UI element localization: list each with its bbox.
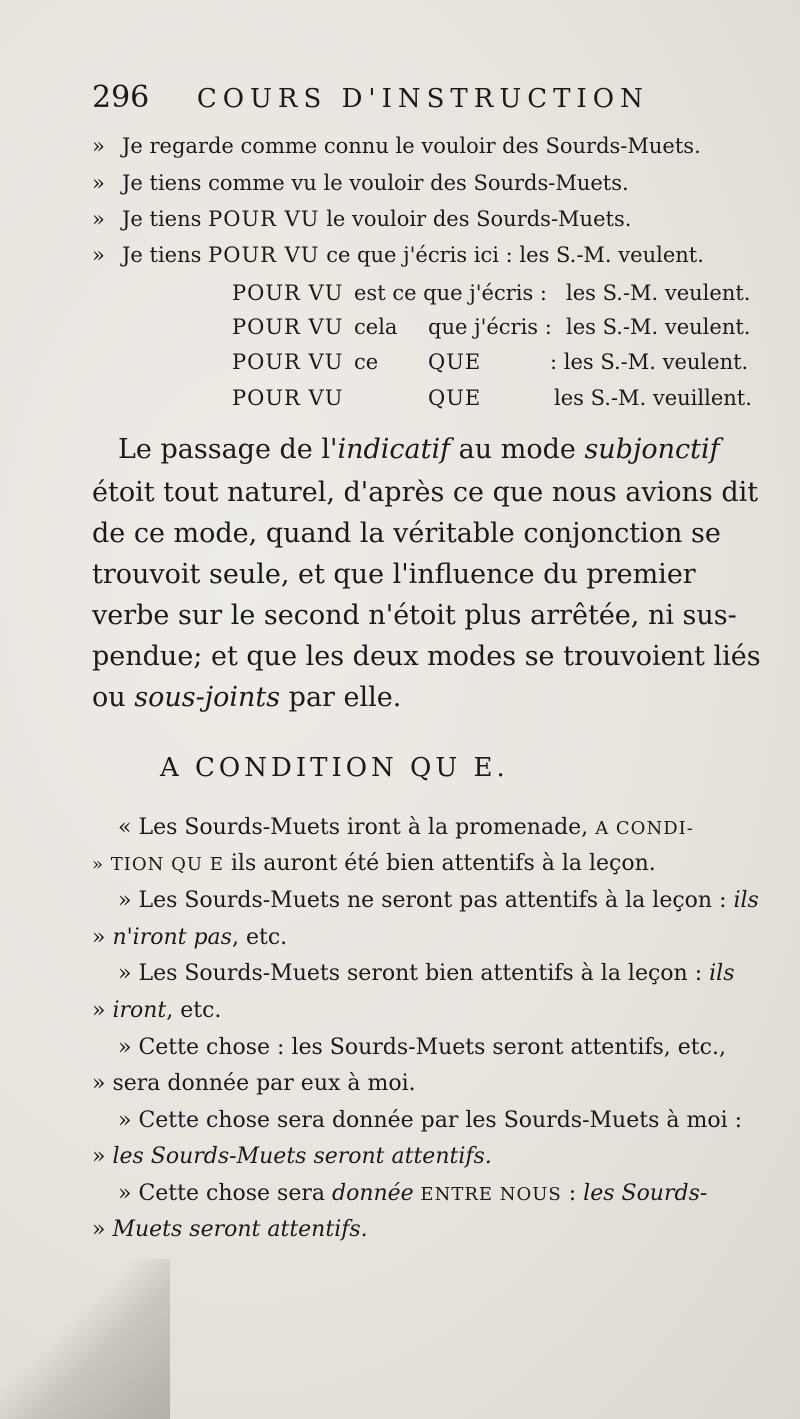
page-tear-shadow bbox=[0, 1259, 170, 1419]
table-row-1-col2: est ce que j'écris : bbox=[354, 281, 548, 305]
example-line-8: » sera donnée par eux à moi. bbox=[92, 1071, 416, 1096]
paragraph-line-6: pendue; et que les deux modes se trouvoient liés bbox=[92, 641, 761, 672]
example-line-2: » TION QU E ils auront été bien attentifs à la leçon. bbox=[92, 851, 656, 876]
table-row-1-col3: les S.-M. veulent. bbox=[566, 281, 751, 305]
table-row-2-col1: POUR VU bbox=[232, 315, 344, 339]
table-row-3-col1: POUR VU bbox=[232, 350, 344, 374]
quote-line-1: » Je regarde comme connu le vouloir des Sourds-Muets. bbox=[92, 134, 701, 158]
example-line-7: » Cette chose : les Sourds-Muets seront attentifs, etc., bbox=[118, 1035, 726, 1060]
quote-line-3: » Je tiens POUR VU le vouloir des Sourds-Muets. bbox=[92, 207, 632, 231]
example-line-1: « Les Sourds-Muets iront à la promenade, A CONDI- bbox=[118, 815, 694, 840]
table-row-3-col2: ce bbox=[354, 350, 379, 374]
example-line-4: » n'iront pas, etc. bbox=[92, 925, 288, 950]
paragraph-line-3: de ce mode, quand la véritable conjonction se bbox=[92, 518, 721, 549]
quote-line-2: » Je tiens comme vu le vouloir des Sourds-Muets. bbox=[92, 171, 629, 195]
table-row-2-col2b: que j'écris : bbox=[428, 315, 552, 339]
table-row-3-col2b: QUE bbox=[428, 350, 482, 374]
example-line-6: » iront, etc. bbox=[92, 998, 222, 1023]
table-row-2-col3: les S.-M. veulent. bbox=[566, 315, 751, 339]
section-heading: A CONDITION QU E. bbox=[160, 753, 509, 783]
paragraph-line-5: verbe sur le second n'étoit plus arrêtée, ni sus- bbox=[92, 600, 737, 631]
table-row-4-col1: POUR VU bbox=[232, 386, 344, 410]
example-line-3: » Les Sourds-Muets ne seront pas attentifs à la leçon : ils bbox=[118, 888, 759, 913]
table-row-4-col3: les S.-M. veuillent. bbox=[554, 386, 752, 410]
paragraph-line-1: Le passage de l'indicatif au mode subjonctif bbox=[118, 434, 720, 465]
table-row-1-col1: POUR VU bbox=[232, 281, 344, 305]
table-row-2-col2: cela bbox=[354, 315, 398, 339]
paragraph-line-7: ou sous-joints par elle. bbox=[92, 682, 402, 713]
table-row-4-col2b: QUE bbox=[428, 386, 482, 410]
example-line-12: » Muets seront attentifs. bbox=[92, 1217, 368, 1242]
paragraph-line-4: trouvoit seule, et que l'influence du premier bbox=[92, 559, 696, 590]
example-line-10: » les Sourds-Muets seront attentifs. bbox=[92, 1144, 492, 1169]
paragraph-line-2: étoit tout naturel, d'après ce que nous avions dit bbox=[92, 477, 759, 508]
running-title: COURS D'INSTRUCTION bbox=[196, 84, 649, 114]
page-number: 296 bbox=[92, 80, 150, 115]
quote-line-4: » Je tiens POUR VU ce que j'écris ici : les S.-M. veulent. bbox=[92, 243, 704, 267]
example-line-5: » Les Sourds-Muets seront bien attentifs à la leçon : ils bbox=[118, 961, 735, 986]
example-line-9: » Cette chose sera donnée par les Sourds-Muets à moi : bbox=[118, 1108, 743, 1133]
running-header bbox=[92, 80, 649, 115]
table-row-3-col3: : les S.-M. veulent. bbox=[550, 350, 749, 374]
example-line-11: » Cette chose sera donnée ENTRE NOUS : les Sourds- bbox=[118, 1181, 708, 1206]
